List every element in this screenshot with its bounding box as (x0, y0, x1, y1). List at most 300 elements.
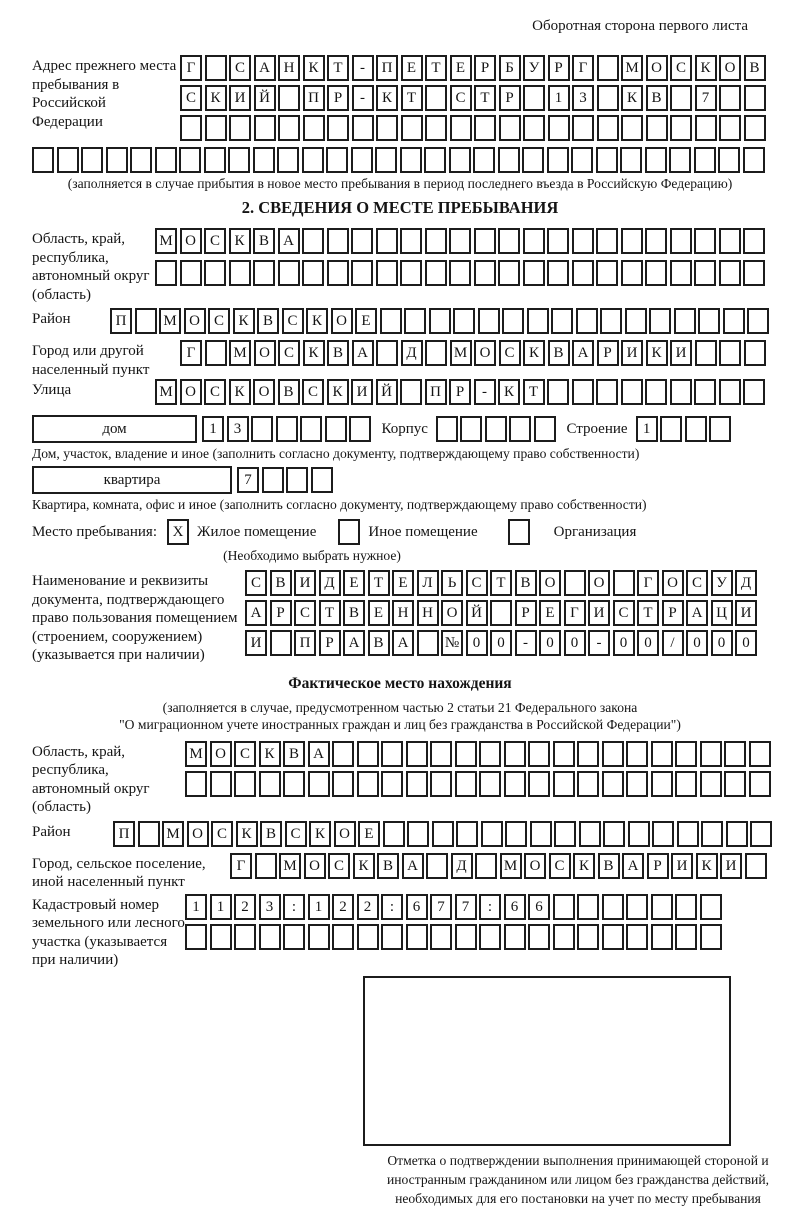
char-box[interactable] (479, 771, 501, 797)
char-box[interactable] (286, 467, 308, 493)
char-box[interactable]: К (229, 379, 251, 405)
char-box[interactable] (719, 115, 741, 141)
char-box[interactable] (651, 924, 673, 950)
char-box[interactable]: 1 (548, 85, 570, 111)
char-box[interactable]: - (515, 630, 537, 656)
char-box[interactable]: О (719, 55, 741, 81)
char-box[interactable]: 0 (564, 630, 586, 656)
char-box[interactable] (474, 115, 496, 141)
char-box[interactable]: В (257, 308, 279, 334)
char-box[interactable] (528, 771, 550, 797)
char-box[interactable] (724, 741, 746, 767)
char-box[interactable] (455, 924, 477, 950)
char-box[interactable] (498, 228, 520, 254)
char-box[interactable]: 0 (613, 630, 635, 656)
char-box[interactable]: - (352, 85, 374, 111)
char-box[interactable]: Е (450, 55, 472, 81)
char-box[interactable]: Р (474, 55, 496, 81)
char-box[interactable] (400, 379, 422, 405)
char-box[interactable]: К (523, 340, 545, 366)
char-box[interactable] (351, 228, 373, 254)
char-box[interactable] (743, 228, 765, 254)
char-box[interactable]: С (208, 308, 230, 334)
char-box[interactable] (571, 147, 593, 173)
char-box[interactable] (429, 308, 451, 334)
char-box[interactable] (669, 147, 691, 173)
char-box[interactable]: С (229, 55, 251, 81)
char-box[interactable]: С (613, 600, 635, 626)
char-box[interactable] (400, 228, 422, 254)
char-box[interactable]: О (331, 308, 353, 334)
char-box[interactable]: К (646, 340, 668, 366)
char-box[interactable] (498, 260, 520, 286)
char-box[interactable] (577, 741, 599, 767)
char-box[interactable]: П (113, 821, 135, 847)
char-box[interactable] (694, 260, 716, 286)
char-box[interactable]: - (352, 55, 374, 81)
char-box[interactable] (376, 115, 398, 141)
char-box[interactable]: И (670, 340, 692, 366)
char-box[interactable] (135, 308, 157, 334)
char-box[interactable] (743, 379, 765, 405)
char-box[interactable] (234, 924, 256, 950)
char-box[interactable]: О (184, 308, 206, 334)
char-box[interactable] (327, 260, 349, 286)
char-box[interactable] (302, 260, 324, 286)
char-box[interactable] (528, 741, 550, 767)
char-box[interactable]: Т (401, 85, 423, 111)
char-box[interactable] (547, 228, 569, 254)
char-box[interactable] (534, 416, 556, 442)
char-box[interactable] (579, 821, 601, 847)
char-box[interactable]: 1 (636, 416, 658, 442)
char-box[interactable] (254, 115, 276, 141)
char-box[interactable] (375, 147, 397, 173)
char-box[interactable] (81, 147, 103, 173)
char-box[interactable] (625, 308, 647, 334)
char-box[interactable]: Г (180, 55, 202, 81)
char-box[interactable] (724, 771, 746, 797)
char-box[interactable] (626, 924, 648, 950)
checkbox-residential[interactable]: X (167, 519, 189, 545)
char-box[interactable] (376, 340, 398, 366)
char-box[interactable]: Н (392, 600, 414, 626)
char-box[interactable]: М (159, 308, 181, 334)
char-box[interactable] (596, 260, 618, 286)
char-box[interactable] (670, 379, 692, 405)
char-box[interactable]: В (253, 228, 275, 254)
char-box[interactable]: К (376, 85, 398, 111)
char-box[interactable] (180, 115, 202, 141)
char-box[interactable]: А (254, 55, 276, 81)
char-box[interactable]: М (185, 741, 207, 767)
char-box[interactable]: И (229, 85, 251, 111)
char-box[interactable]: О (662, 570, 684, 596)
char-box[interactable] (700, 741, 722, 767)
char-box[interactable]: : (381, 894, 403, 920)
char-box[interactable] (456, 821, 478, 847)
char-box[interactable]: К (353, 853, 375, 879)
char-box[interactable] (505, 821, 527, 847)
char-box[interactable] (278, 260, 300, 286)
char-box[interactable]: К (233, 308, 255, 334)
char-box[interactable]: И (588, 600, 610, 626)
char-box[interactable]: Т (474, 85, 496, 111)
char-box[interactable]: 7 (695, 85, 717, 111)
char-box[interactable] (308, 771, 330, 797)
char-box[interactable]: О (180, 228, 202, 254)
char-box[interactable]: Г (637, 570, 659, 596)
char-box[interactable] (576, 308, 598, 334)
char-box[interactable]: М (229, 340, 251, 366)
char-box[interactable]: Е (539, 600, 561, 626)
char-box[interactable] (406, 924, 428, 950)
char-box[interactable]: 0 (490, 630, 512, 656)
apartment-type-box[interactable]: квартира (32, 466, 232, 494)
char-box[interactable] (436, 416, 458, 442)
char-box[interactable] (332, 771, 354, 797)
char-box[interactable] (621, 379, 643, 405)
char-box[interactable]: 1 (308, 894, 330, 920)
char-box[interactable] (251, 416, 273, 442)
char-box[interactable]: К (696, 853, 718, 879)
char-box[interactable] (485, 416, 507, 442)
char-box[interactable] (407, 821, 429, 847)
char-box[interactable]: М (621, 55, 643, 81)
char-box[interactable] (596, 228, 618, 254)
char-box[interactable]: Р (327, 85, 349, 111)
char-box[interactable] (596, 147, 618, 173)
char-box[interactable]: Б (499, 55, 521, 81)
char-box[interactable]: 0 (466, 630, 488, 656)
char-box[interactable] (597, 85, 619, 111)
char-box[interactable]: К (303, 340, 325, 366)
char-box[interactable] (270, 630, 292, 656)
char-box[interactable]: - (474, 379, 496, 405)
house-type-box[interactable]: дом (32, 415, 197, 443)
char-box[interactable] (253, 260, 275, 286)
char-box[interactable]: А (245, 600, 267, 626)
char-box[interactable] (572, 228, 594, 254)
char-box[interactable]: Й (466, 600, 488, 626)
char-box[interactable] (228, 147, 250, 173)
char-box[interactable] (572, 379, 594, 405)
char-box[interactable]: Р (319, 630, 341, 656)
char-box[interactable]: А (308, 741, 330, 767)
char-box[interactable] (726, 821, 748, 847)
char-box[interactable] (743, 260, 765, 286)
char-box[interactable] (613, 570, 635, 596)
char-box[interactable] (204, 147, 226, 173)
char-box[interactable]: Г (572, 55, 594, 81)
char-box[interactable]: А (402, 853, 424, 879)
char-box[interactable] (719, 228, 741, 254)
char-box[interactable]: В (548, 340, 570, 366)
char-box[interactable] (404, 308, 426, 334)
char-box[interactable] (180, 260, 202, 286)
char-box[interactable]: 1 (210, 894, 232, 920)
char-box[interactable] (645, 260, 667, 286)
char-box[interactable] (259, 771, 281, 797)
char-box[interactable] (651, 894, 673, 920)
char-box[interactable] (700, 894, 722, 920)
char-box[interactable] (205, 340, 227, 366)
char-box[interactable] (553, 741, 575, 767)
char-box[interactable] (499, 115, 521, 141)
char-box[interactable]: В (515, 570, 537, 596)
char-box[interactable] (572, 115, 594, 141)
char-box[interactable]: : (283, 894, 305, 920)
char-box[interactable] (744, 115, 766, 141)
char-box[interactable]: С (328, 853, 350, 879)
char-box[interactable]: С (204, 228, 226, 254)
char-box[interactable] (528, 924, 550, 950)
checkbox-other-premises[interactable] (338, 519, 360, 545)
char-box[interactable]: В (260, 821, 282, 847)
char-box[interactable]: Р (662, 600, 684, 626)
char-box[interactable]: О (524, 853, 546, 879)
char-box[interactable] (551, 308, 573, 334)
char-box[interactable]: К (306, 308, 328, 334)
char-box[interactable]: Е (355, 308, 377, 334)
char-box[interactable] (603, 821, 625, 847)
char-box[interactable] (597, 115, 619, 141)
char-box[interactable] (474, 228, 496, 254)
char-box[interactable] (57, 147, 79, 173)
char-box[interactable]: В (278, 379, 300, 405)
char-box[interactable]: К (309, 821, 331, 847)
char-box[interactable]: О (210, 741, 232, 767)
char-box[interactable]: М (155, 379, 177, 405)
char-box[interactable]: И (720, 853, 742, 879)
char-box[interactable]: С (686, 570, 708, 596)
char-box[interactable] (205, 55, 227, 81)
char-box[interactable] (278, 85, 300, 111)
char-box[interactable]: С (282, 308, 304, 334)
char-box[interactable] (749, 771, 771, 797)
char-box[interactable] (478, 308, 500, 334)
char-box[interactable]: У (523, 55, 545, 81)
char-box[interactable] (430, 741, 452, 767)
char-box[interactable]: В (327, 340, 349, 366)
char-box[interactable] (602, 771, 624, 797)
char-box[interactable]: 0 (735, 630, 757, 656)
char-box[interactable]: К (695, 55, 717, 81)
char-box[interactable] (262, 467, 284, 493)
char-box[interactable] (383, 821, 405, 847)
char-box[interactable] (660, 416, 682, 442)
char-box[interactable] (527, 308, 549, 334)
char-box[interactable] (577, 771, 599, 797)
char-box[interactable] (504, 741, 526, 767)
char-box[interactable]: Н (417, 600, 439, 626)
char-box[interactable] (449, 147, 471, 173)
char-box[interactable]: К (573, 853, 595, 879)
char-box[interactable] (523, 260, 545, 286)
char-box[interactable] (626, 741, 648, 767)
char-box[interactable] (530, 821, 552, 847)
char-box[interactable]: С (466, 570, 488, 596)
char-box[interactable] (253, 147, 275, 173)
char-box[interactable] (229, 260, 251, 286)
char-box[interactable]: И (621, 340, 643, 366)
char-box[interactable]: К (621, 85, 643, 111)
char-box[interactable] (453, 308, 475, 334)
char-box[interactable]: П (110, 308, 132, 334)
char-box[interactable] (522, 147, 544, 173)
char-box[interactable] (701, 821, 723, 847)
char-box[interactable] (723, 308, 745, 334)
char-box[interactable]: В (646, 85, 668, 111)
char-box[interactable]: К (498, 379, 520, 405)
char-box[interactable] (620, 147, 642, 173)
char-box[interactable] (498, 147, 520, 173)
char-box[interactable]: О (253, 379, 275, 405)
char-box[interactable] (596, 379, 618, 405)
char-box[interactable] (311, 467, 333, 493)
char-box[interactable] (652, 821, 674, 847)
char-box[interactable]: О (304, 853, 326, 879)
char-box[interactable] (685, 416, 707, 442)
char-box[interactable] (473, 147, 495, 173)
char-box[interactable] (572, 260, 594, 286)
char-box[interactable]: № (441, 630, 463, 656)
char-box[interactable]: 2 (332, 894, 354, 920)
char-box[interactable] (523, 85, 545, 111)
char-box[interactable] (425, 260, 447, 286)
char-box[interactable]: Г (230, 853, 252, 879)
char-box[interactable]: Ц (711, 600, 733, 626)
char-box[interactable] (179, 147, 201, 173)
char-box[interactable]: А (686, 600, 708, 626)
char-box[interactable] (400, 260, 422, 286)
char-box[interactable] (426, 853, 448, 879)
char-box[interactable]: М (500, 853, 522, 879)
char-box[interactable] (651, 741, 673, 767)
char-box[interactable] (351, 260, 373, 286)
char-box[interactable]: Д (735, 570, 757, 596)
char-box[interactable] (455, 771, 477, 797)
char-box[interactable] (349, 416, 371, 442)
char-box[interactable] (694, 228, 716, 254)
char-box[interactable]: А (278, 228, 300, 254)
char-box[interactable] (523, 228, 545, 254)
char-box[interactable] (185, 771, 207, 797)
char-box[interactable]: 0 (637, 630, 659, 656)
char-box[interactable] (490, 600, 512, 626)
char-box[interactable] (675, 894, 697, 920)
char-box[interactable]: Й (376, 379, 398, 405)
char-box[interactable]: В (368, 630, 390, 656)
char-box[interactable]: Е (401, 55, 423, 81)
char-box[interactable] (185, 924, 207, 950)
char-box[interactable]: О (187, 821, 209, 847)
char-box[interactable] (628, 821, 650, 847)
char-box[interactable] (357, 741, 379, 767)
char-box[interactable] (326, 147, 348, 173)
char-box[interactable] (597, 55, 619, 81)
char-box[interactable] (130, 147, 152, 173)
char-box[interactable]: П (425, 379, 447, 405)
char-box[interactable]: А (392, 630, 414, 656)
char-box[interactable] (303, 115, 325, 141)
char-box[interactable]: 1 (185, 894, 207, 920)
char-box[interactable] (750, 821, 772, 847)
char-box[interactable]: 1 (202, 416, 224, 442)
char-box[interactable] (234, 771, 256, 797)
char-box[interactable]: 2 (234, 894, 256, 920)
char-box[interactable] (424, 147, 446, 173)
char-box[interactable] (675, 741, 697, 767)
char-box[interactable]: С (204, 379, 226, 405)
char-box[interactable] (327, 115, 349, 141)
char-box[interactable] (645, 228, 667, 254)
char-box[interactable] (381, 924, 403, 950)
char-box[interactable]: Р (515, 600, 537, 626)
char-box[interactable]: Т (425, 55, 447, 81)
char-box[interactable]: М (450, 340, 472, 366)
char-box[interactable] (554, 821, 576, 847)
char-box[interactable]: О (441, 600, 463, 626)
char-box[interactable] (509, 416, 531, 442)
char-box[interactable] (718, 147, 740, 173)
char-box[interactable]: Д (401, 340, 423, 366)
char-box[interactable]: М (162, 821, 184, 847)
char-box[interactable]: Р (548, 55, 570, 81)
char-box[interactable] (302, 147, 324, 173)
char-box[interactable]: Р (647, 853, 669, 879)
char-box[interactable] (474, 260, 496, 286)
char-box[interactable]: В (270, 570, 292, 596)
char-box[interactable]: - (588, 630, 610, 656)
char-box[interactable]: Д (451, 853, 473, 879)
char-box[interactable]: 7 (237, 467, 259, 493)
char-box[interactable] (747, 308, 769, 334)
char-box[interactable] (479, 924, 501, 950)
char-box[interactable]: В (343, 600, 365, 626)
char-box[interactable]: Ь (441, 570, 463, 596)
char-box[interactable] (425, 340, 447, 366)
char-box[interactable]: Н (278, 55, 300, 81)
char-box[interactable]: 7 (430, 894, 452, 920)
char-box[interactable]: С (499, 340, 521, 366)
char-box[interactable]: Л (417, 570, 439, 596)
char-box[interactable] (698, 308, 720, 334)
char-box[interactable] (449, 260, 471, 286)
char-box[interactable] (450, 115, 472, 141)
char-box[interactable]: А (352, 340, 374, 366)
char-box[interactable] (719, 85, 741, 111)
char-box[interactable]: 2 (357, 894, 379, 920)
char-box[interactable] (332, 741, 354, 767)
char-box[interactable]: 7 (455, 894, 477, 920)
char-box[interactable]: 0 (711, 630, 733, 656)
char-box[interactable]: Т (368, 570, 390, 596)
char-box[interactable]: Д (319, 570, 341, 596)
char-box[interactable] (504, 924, 526, 950)
char-box[interactable] (155, 147, 177, 173)
char-box[interactable]: С (670, 55, 692, 81)
char-box[interactable]: С (211, 821, 233, 847)
char-box[interactable]: С (285, 821, 307, 847)
char-box[interactable]: В (283, 741, 305, 767)
char-box[interactable]: В (744, 55, 766, 81)
char-box[interactable]: 0 (686, 630, 708, 656)
char-box[interactable]: С (234, 741, 256, 767)
char-box[interactable] (695, 340, 717, 366)
char-box[interactable] (621, 228, 643, 254)
char-box[interactable] (425, 115, 447, 141)
